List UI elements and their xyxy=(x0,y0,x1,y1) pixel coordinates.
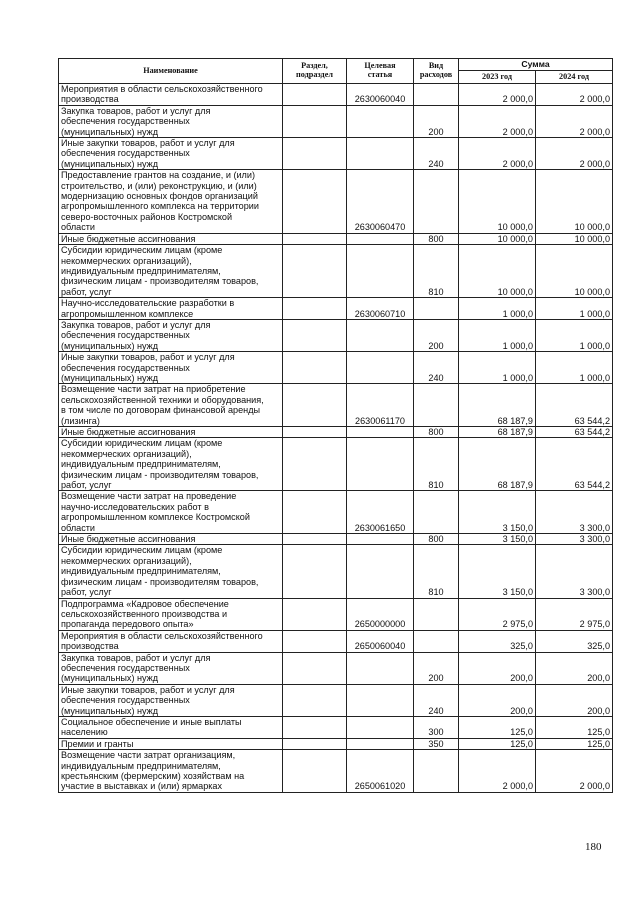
row-amount-2024: 125,0 xyxy=(536,716,613,738)
table-body xyxy=(59,84,613,793)
row-amount-2023: 325,0 xyxy=(459,630,536,652)
row-name-cell: Иные закупки товаров, работ и услуг для обеспечения государственных (муниципальных) нужд xyxy=(59,138,283,170)
row-name-cell: Иные бюджетные ассигнования xyxy=(59,534,283,545)
row-section-cell xyxy=(283,319,347,351)
row-type-cell: 240 xyxy=(414,684,459,716)
header-sum: Сумма xyxy=(459,59,613,71)
row-section-cell xyxy=(283,652,347,684)
row-amount-2023: 3 150,0 xyxy=(459,491,536,534)
row-target-cell xyxy=(347,438,414,491)
row-type-cell: 800 xyxy=(414,534,459,545)
row-amount-2024: 3 300,0 xyxy=(536,545,613,598)
row-section-cell xyxy=(283,105,347,137)
row-type-cell xyxy=(414,491,459,534)
row-name-cell: Иные закупки товаров, работ и услуг для обеспечения государственных (муниципальных) нужд xyxy=(59,684,283,716)
row-target-cell: 2650000000 xyxy=(347,598,414,630)
row-name-cell: Мероприятия в области сельскохозяйственного производства xyxy=(59,630,283,652)
row-section-cell xyxy=(283,684,347,716)
row-amount-2023: 2 000,0 xyxy=(459,138,536,170)
row-section-cell xyxy=(283,427,347,438)
row-target-cell xyxy=(347,427,414,438)
row-target-cell: 2630061650 xyxy=(347,491,414,534)
row-target-cell: 2630060470 xyxy=(347,170,414,233)
row-section-cell xyxy=(283,138,347,170)
table-row xyxy=(59,534,613,545)
row-name-cell: Возмещение части затрат организациям, индивидуальным предпринимателям, крестьянским (фермерским) хозяйствам на участие в выставках и (или) ярмарках xyxy=(59,750,283,793)
header-target: Целевая статья xyxy=(347,59,414,84)
row-type-cell: 800 xyxy=(414,233,459,244)
row-amount-2023: 2 000,0 xyxy=(459,750,536,793)
row-amount-2023: 10 000,0 xyxy=(459,233,536,244)
row-amount-2024: 10 000,0 xyxy=(536,245,613,298)
row-type-cell xyxy=(414,598,459,630)
row-amount-2023: 125,0 xyxy=(459,716,536,738)
table-row xyxy=(59,630,613,652)
row-section-cell xyxy=(283,84,347,106)
row-target-cell xyxy=(347,319,414,351)
table-row xyxy=(59,545,613,598)
row-amount-2023: 125,0 xyxy=(459,738,536,749)
row-amount-2024: 2 000,0 xyxy=(536,84,613,106)
row-name-cell: Субсидии юридическим лицам (кроме некоммерческих организаций), индивидуальным предпринимателям, физическим лицам - производителям товаров, работ, услуг xyxy=(59,245,283,298)
row-amount-2024: 200,0 xyxy=(536,684,613,716)
table-row xyxy=(59,233,613,244)
row-amount-2023: 2 000,0 xyxy=(459,84,536,106)
row-amount-2024: 63 544,2 xyxy=(536,384,613,427)
row-target-cell: 2630061170 xyxy=(347,384,414,427)
row-amount-2024: 2 000,0 xyxy=(536,105,613,137)
row-target-cell xyxy=(347,138,414,170)
row-type-cell: 810 xyxy=(414,438,459,491)
row-amount-2023: 1 000,0 xyxy=(459,352,536,384)
row-name-cell: Научно-исследовательские разработки в агропромышленном комплексе xyxy=(59,298,283,320)
table-row xyxy=(59,438,613,491)
budget-table xyxy=(58,58,613,793)
row-name-cell: Социальное обеспечение и иные выплаты населению xyxy=(59,716,283,738)
row-section-cell xyxy=(283,245,347,298)
row-amount-2024: 63 544,2 xyxy=(536,438,613,491)
table-row xyxy=(59,427,613,438)
row-type-cell: 240 xyxy=(414,352,459,384)
row-target-cell xyxy=(347,684,414,716)
row-amount-2023: 1 000,0 xyxy=(459,319,536,351)
row-amount-2023: 10 000,0 xyxy=(459,170,536,233)
row-type-cell xyxy=(414,84,459,106)
header-type: Вид расходов xyxy=(414,59,459,84)
row-section-cell xyxy=(283,750,347,793)
row-amount-2024: 3 300,0 xyxy=(536,534,613,545)
row-type-cell: 810 xyxy=(414,545,459,598)
row-type-cell xyxy=(414,170,459,233)
row-name-cell: Предоставление грантов на создание, и (или) строительство, и (или) реконструкцию, и (или) модернизацию основных фондов организаций агропромышленного комплекса на территории северо-восточных районов Костромской области xyxy=(59,170,283,233)
row-type-cell: 200 xyxy=(414,105,459,137)
table-row xyxy=(59,384,613,427)
row-name-cell: Субсидии юридическим лицам (кроме некоммерческих организаций), индивидуальным предпринимателям, физическим лицам - производителям товаров, работ, услуг xyxy=(59,438,283,491)
row-section-cell xyxy=(283,298,347,320)
header-2024: 2024 год xyxy=(536,71,613,84)
row-section-cell xyxy=(283,233,347,244)
row-amount-2024: 1 000,0 xyxy=(536,352,613,384)
row-type-cell xyxy=(414,750,459,793)
row-target-cell xyxy=(347,352,414,384)
row-amount-2024: 2 000,0 xyxy=(536,750,613,793)
table-row xyxy=(59,245,613,298)
row-section-cell xyxy=(283,534,347,545)
row-amount-2024: 1 000,0 xyxy=(536,319,613,351)
row-name-cell: Премии и гранты xyxy=(59,738,283,749)
row-amount-2024: 1 000,0 xyxy=(536,298,613,320)
row-target-cell xyxy=(347,545,414,598)
row-amount-2024: 2 975,0 xyxy=(536,598,613,630)
row-target-cell: 2630060040 xyxy=(347,84,414,106)
row-target-cell xyxy=(347,233,414,244)
row-target-cell: 2650061020 xyxy=(347,750,414,793)
row-amount-2023: 3 150,0 xyxy=(459,545,536,598)
row-target-cell: 2630060710 xyxy=(347,298,414,320)
row-target-cell xyxy=(347,105,414,137)
row-name-cell: Возмещение части затрат на проведение научно-исследовательских работ в агропромышленном комплексе Костромской области xyxy=(59,491,283,534)
row-name-cell: Закупка товаров, работ и услуг для обеспечения государственных (муниципальных) нужд xyxy=(59,319,283,351)
row-type-cell: 200 xyxy=(414,319,459,351)
table-row xyxy=(59,738,613,749)
row-section-cell xyxy=(283,630,347,652)
row-amount-2024: 200,0 xyxy=(536,652,613,684)
row-amount-2023: 1 000,0 xyxy=(459,298,536,320)
table-row xyxy=(59,84,613,106)
row-section-cell xyxy=(283,598,347,630)
page-number: 180 xyxy=(585,841,602,853)
row-target-cell xyxy=(347,652,414,684)
row-section-cell xyxy=(283,352,347,384)
row-name-cell: Иные бюджетные ассигнования xyxy=(59,427,283,438)
row-section-cell xyxy=(283,716,347,738)
row-amount-2024: 63 544,2 xyxy=(536,427,613,438)
row-amount-2024: 10 000,0 xyxy=(536,233,613,244)
table-row xyxy=(59,170,613,233)
row-section-cell xyxy=(283,438,347,491)
header-name: Наименование xyxy=(59,59,283,84)
budget-sheet xyxy=(58,58,612,793)
row-section-cell xyxy=(283,384,347,427)
row-amount-2023: 200,0 xyxy=(459,652,536,684)
row-name-cell: Мероприятия в области сельскохозяйственного производства xyxy=(59,84,283,106)
table-row xyxy=(59,138,613,170)
row-target-cell: 2650060040 xyxy=(347,630,414,652)
table-row xyxy=(59,352,613,384)
row-type-cell xyxy=(414,298,459,320)
table-row xyxy=(59,750,613,793)
row-amount-2023: 200,0 xyxy=(459,684,536,716)
table-row xyxy=(59,105,613,137)
row-amount-2024: 2 000,0 xyxy=(536,138,613,170)
row-type-cell: 350 xyxy=(414,738,459,749)
row-amount-2023: 2 000,0 xyxy=(459,105,536,137)
row-name-cell: Возмещение части затрат на приобретение сельскохозяйственной техники и оборудования, в том числе по договорам финансовой аренды (лизинга) xyxy=(59,384,283,427)
header-section: Раздел, подраздел xyxy=(283,59,347,84)
row-amount-2024: 10 000,0 xyxy=(536,170,613,233)
row-type-cell: 200 xyxy=(414,652,459,684)
row-section-cell xyxy=(283,170,347,233)
row-amount-2023: 68 187,9 xyxy=(459,438,536,491)
table-row xyxy=(59,716,613,738)
table-row xyxy=(59,598,613,630)
row-section-cell xyxy=(283,738,347,749)
row-type-cell: 240 xyxy=(414,138,459,170)
row-amount-2023: 68 187,9 xyxy=(459,384,536,427)
row-amount-2023: 10 000,0 xyxy=(459,245,536,298)
row-type-cell: 810 xyxy=(414,245,459,298)
table-row xyxy=(59,298,613,320)
row-type-cell xyxy=(414,384,459,427)
row-target-cell xyxy=(347,534,414,545)
row-section-cell xyxy=(283,491,347,534)
table-row xyxy=(59,684,613,716)
row-name-cell: Подпрограмма «Кадровое обеспечение сельскохозяйственного производства и пропаганда передового опыта» xyxy=(59,598,283,630)
row-section-cell xyxy=(283,545,347,598)
row-target-cell xyxy=(347,245,414,298)
row-amount-2024: 125,0 xyxy=(536,738,613,749)
table-row xyxy=(59,652,613,684)
row-type-cell: 300 xyxy=(414,716,459,738)
row-target-cell xyxy=(347,716,414,738)
row-name-cell: Закупка товаров, работ и услуг для обеспечения государственных (муниципальных) нужд xyxy=(59,652,283,684)
row-amount-2023: 68 187,9 xyxy=(459,427,536,438)
table-row xyxy=(59,319,613,351)
row-amount-2023: 3 150,0 xyxy=(459,534,536,545)
row-name-cell: Иные бюджетные ассигнования xyxy=(59,233,283,244)
row-amount-2023: 2 975,0 xyxy=(459,598,536,630)
row-target-cell xyxy=(347,738,414,749)
row-type-cell xyxy=(414,630,459,652)
row-type-cell: 800 xyxy=(414,427,459,438)
row-amount-2024: 3 300,0 xyxy=(536,491,613,534)
row-name-cell: Иные закупки товаров, работ и услуг для обеспечения государственных (муниципальных) нужд xyxy=(59,352,283,384)
row-amount-2024: 325,0 xyxy=(536,630,613,652)
row-name-cell: Закупка товаров, работ и услуг для обеспечения государственных (муниципальных) нужд xyxy=(59,105,283,137)
table-header-row xyxy=(59,59,613,71)
header-2023: 2023 год xyxy=(459,71,536,84)
row-name-cell: Субсидии юридическим лицам (кроме некоммерческих организаций), индивидуальным предпринимателям, физическим лицам - производителям товаров, работ, услуг xyxy=(59,545,283,598)
table-row xyxy=(59,491,613,534)
